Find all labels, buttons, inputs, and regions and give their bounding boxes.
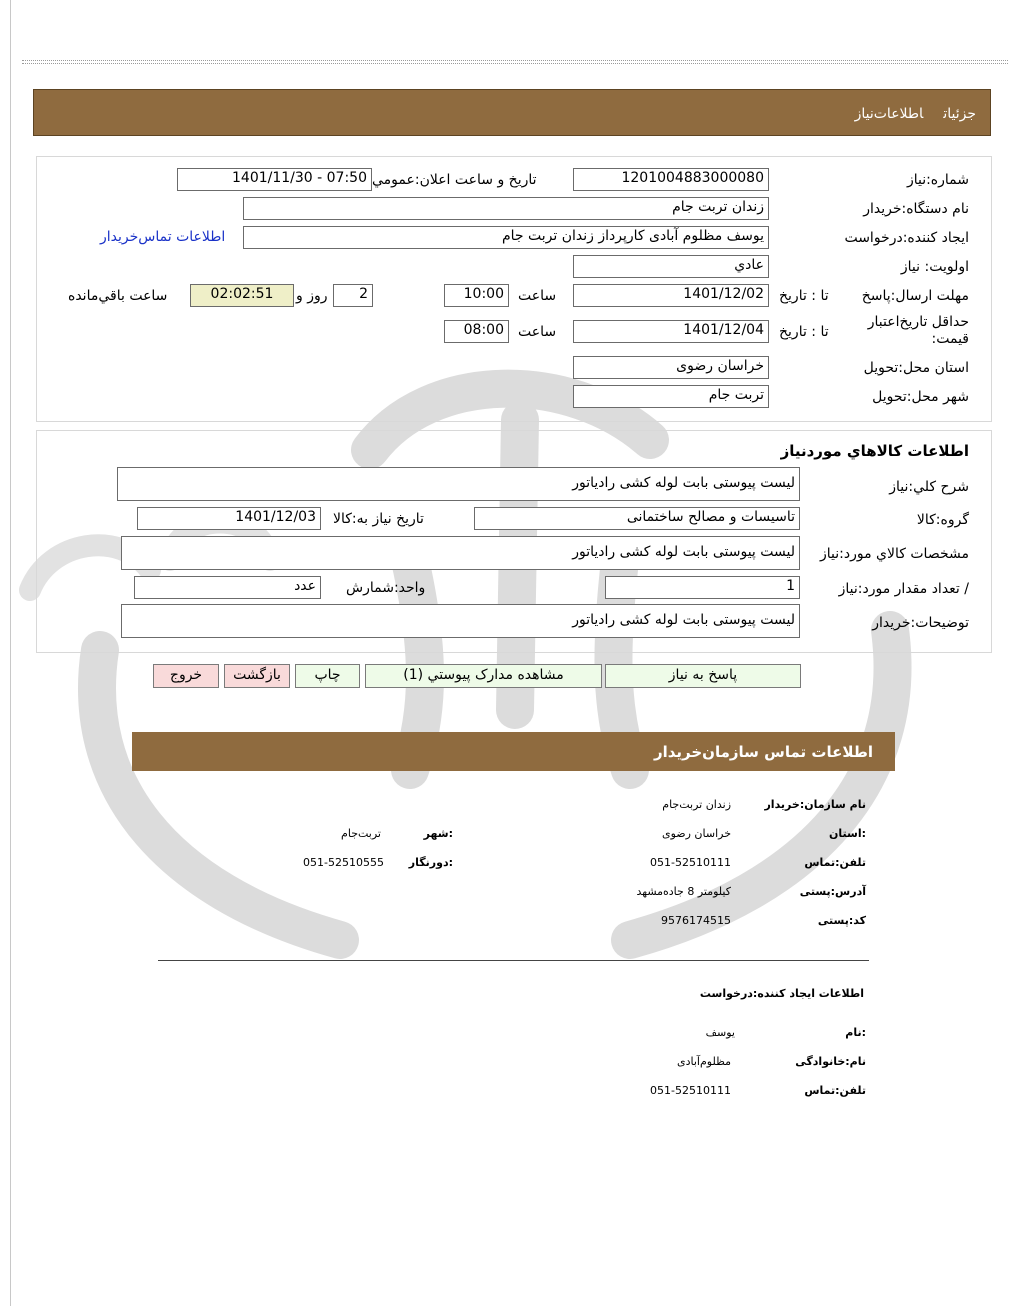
buyer-contact-link[interactable]: اطلاعات تماس‌خريدار [100,229,226,245]
view-attachments-button[interactable]: مشاهده مدارک پيوستي (1) [365,664,602,688]
validity-time-label: ساعت [518,324,557,340]
city-field: تربت جام [573,385,769,408]
need-number-label: شماره:نیاز [906,172,969,188]
goods-spec-label: مشخصات کالاي مورد:نياز [820,546,969,562]
need-info-panel [36,156,992,422]
creator-label: ايجاد کننده:درخواست [844,230,969,246]
goods-spec-field: لیست پیوستی بابت لوله کشی رادیاتور [121,536,800,570]
details-header [33,89,991,136]
buyer-notes-label: توضيحات:خريدار [872,615,969,631]
validity-date-field: 1401/12/04 [573,320,769,343]
creator-phone-value: 051-52510111 [650,1084,731,1097]
watermark-arc-left [97,650,340,940]
announce-label: تاريخ و ساعت اعلان:عمومي [372,172,537,188]
contact-city-label: :شهر [423,827,453,840]
province-label: استان محل:تحويل [863,360,969,376]
deadline-date-field: 1401/12/02 [573,284,769,307]
buyer-org-field: زندان تربت جام [243,197,769,220]
goods-qty-field: 1 [605,576,800,599]
need-date-label: تاريخ نياز به:کالا [333,511,424,527]
contact-org-label: نام سازمان:خریدار [764,798,866,811]
creator-field: یوسف مظلوم آبادی کارپرداز زندان تربت جام [243,226,769,249]
announce-field: 1401/11/30 - 07:50 [177,168,372,191]
goods-desc-label: شرح کلي:نياز [889,479,969,495]
validity-label: حداقل تاريخ‌اعتبار قيمت: [867,314,969,347]
contact-org-value: زندان تربت‌جام [662,798,731,811]
respond-button[interactable]: پاسخ به نياز [605,664,801,688]
remaining-time-field: 02:02:51 [190,284,294,307]
contact-postal-label: کد:پستی [817,914,866,927]
creator-family-value: مظلوم‌آبادی [676,1055,731,1068]
days-label: روز و [296,288,328,304]
buyer-contact-header: اطلاعات تماس سازمان‌خريدار [132,732,895,771]
contact-phone-value: 051-52510111 [650,856,731,869]
priority-field: عادي [573,255,769,278]
goods-group-field: تاسیسات و مصالح ساختمانی [474,507,800,530]
contact-phone-label: تلفن:تماس [804,856,866,869]
contact-divider [158,960,869,961]
province-field: خراسان رضوی [573,356,769,379]
creator-family-label: نام:خانوادگی [795,1055,866,1068]
goods-unit-label: واحد:شمارش [346,580,426,596]
tab-details[interactable]: جزئيات [943,106,976,122]
remaining-time-label: ساعت باقي‌مانده [68,288,168,304]
exit-button[interactable]: خروج [153,664,219,688]
priority-label: اولويت: نياز [900,259,969,275]
contact-postal-value: 9576174515 [661,914,731,927]
tab-need-info[interactable]: اطلاعات‌نياز [854,106,924,122]
deadline-time-label: ساعت [518,288,557,304]
top-divider [22,60,1009,61]
deadline-label: مهلت ارسال:پاسخ [861,288,969,304]
contact-address-value: کیلومتر 8 جاده‌مشهد [636,885,731,898]
city-label: شهر محل:تحويل [872,389,969,405]
contact-city-value: تربت‌جام [341,827,381,840]
back-button[interactable]: بازگشت [224,664,290,688]
buyer-org-label: نام دستگاه:خريدار [863,201,969,217]
contact-address-label: آدرس:پستی [799,885,866,898]
days-remaining-field: 2 [333,284,373,307]
contact-province-value: خراسان رضوی [661,827,731,840]
top-divider-2 [22,63,1009,64]
deadline-time-field: 10:00 [444,284,509,307]
buyer-notes-field: لیست پیوستی بابت لوله کشی رادیاتور [121,604,800,638]
goods-unit-field: عدد [134,576,321,599]
validity-to-date-label: تا : تاريخ [779,324,829,340]
contact-province-label: :استان [829,827,866,840]
creator-info-title: اطلاعات ایجاد کننده:درخواست [699,987,864,1000]
creator-name-value: یوسف [705,1026,735,1039]
contact-fax-label: :دورنگار [408,856,453,869]
print-button[interactable]: چاپ [295,664,360,688]
need-number-field: 1201004883000080 [573,168,769,191]
contact-fax-value: 051-52510555 [303,856,384,869]
goods-desc-field: لیست پیوستی بابت لوله کشی رادیاتور [117,467,800,501]
validity-time-field: 08:00 [444,320,509,343]
need-date-field: 1401/12/03 [137,507,321,530]
deadline-to-date-label: تا : تاريخ [779,288,829,304]
creator-name-label: :نام [845,1026,866,1039]
goods-section-title: اطلاعات کالاهاي موردنياز [780,442,969,460]
goods-group-label: گروه:کالا [916,512,969,528]
creator-phone-label: تلفن:تماس [804,1084,866,1097]
goods-qty-label: / تعداد مقدار مورد:نياز [838,581,969,597]
